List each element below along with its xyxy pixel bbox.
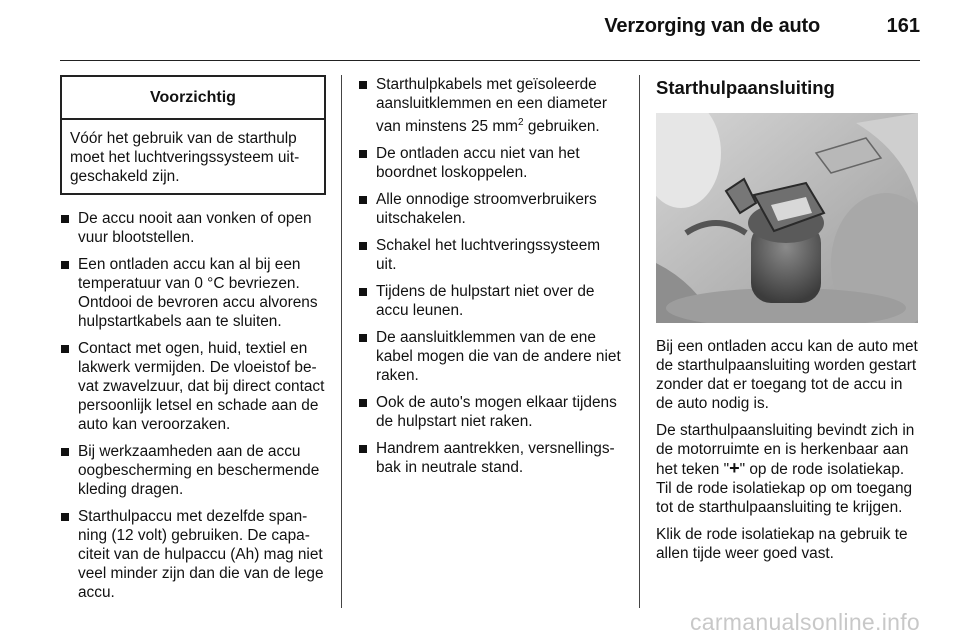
paragraph: Klik de rode isolatiekap na gebruik te allen tijde weer goed vast. (656, 526, 908, 562)
plus-symbol: + (729, 458, 740, 478)
list-item: Ook de auto's mogen elkaar tijdens de hulpstart niet raken. (358, 393, 624, 431)
caution-title: Voorzichtig (62, 77, 324, 120)
column-2 (358, 75, 624, 485)
page-header (60, 0, 920, 61)
list-item: Een ontladen accu kan al bij een temperatuur van 0 °C bevriezen. Ontdooi de bevroren accu alvorens hulpstartkabels aan te sluiten. (60, 255, 326, 331)
list-item: Contact met ogen, huid, textiel en lakwerk vermijden. De vloeistof bevat zwavelzuur, dat bij direct contact persoonlijk letsel en schade aan de auto kan veroorzaken. (60, 339, 326, 434)
list-item: Schakel het luchtveringssysteem uit. (358, 236, 624, 274)
column-3 (656, 75, 922, 571)
list-item: Alle onnodige stroomverbruikers uitschakelen. (358, 190, 624, 228)
column-divider (639, 75, 640, 608)
list-item-text: Starthulpkabels met geïsoleerde aansluitklemmen en een diameter van minstens 25 mm (376, 76, 607, 136)
caution-text: Vóór het gebruik van de starthulp moet het luchtveringssysteem uitgeschakeld zijn. (70, 130, 300, 185)
list-item: Starthulpaccu met dezelfde spanning (12 volt) gebruiken. De capaciteit van de hulpaccu (Ah) mag niet veel minder zijn dan die van de lege accu. (60, 507, 326, 602)
list-item: Tijdens de hulpstart niet over de accu leunen. (358, 282, 624, 320)
paragraph-text: " op de rode isolatiekap. Til de rode isolatiekap op om toegang tot de starthulpaansluiting te krijgen. (656, 461, 913, 516)
caution-box (60, 75, 326, 195)
paragraph: Bij een ontladen accu kan de auto met de starthulpaansluiting worden gestart zonder dat er toegang tot de accu in de auto nodig is. (656, 338, 918, 412)
list-item: Handrem aantrekken, versnellingsbak in neutrale stand. (358, 439, 624, 477)
bullet-list (358, 75, 624, 477)
list-item: De ontladen accu niet van het boordnet loskoppelen. (358, 144, 624, 182)
paragraph (656, 421, 922, 517)
page-number: 161 (886, 15, 920, 37)
bullet-list (60, 209, 326, 602)
list-item: De accu nooit aan vonken of open vuur blootstellen. (60, 209, 326, 247)
paragraph-text: De starthulpaansluiting bevindt zich in de motorruimte en is herkenbaar aan het teken " (656, 422, 915, 478)
list-item (358, 75, 624, 136)
header-title: Verzorging van de auto (604, 15, 820, 37)
section-title: Starthulpaansluiting (656, 77, 835, 98)
watermark: carmanualsonline.info (689, 609, 920, 635)
column-1 (60, 75, 326, 610)
list-item: De aansluitklemmen van de ene kabel mogen die van de andere niet raken. (358, 328, 624, 385)
list-item: Bij werkzaamheden aan de accu oogbescherming en beschermende kleding dragen. (60, 442, 326, 499)
list-item-text: gebruiken. (523, 118, 600, 136)
superscript: 2 (518, 117, 524, 128)
jump-start-terminal-photo (656, 113, 918, 323)
column-divider (341, 75, 342, 608)
